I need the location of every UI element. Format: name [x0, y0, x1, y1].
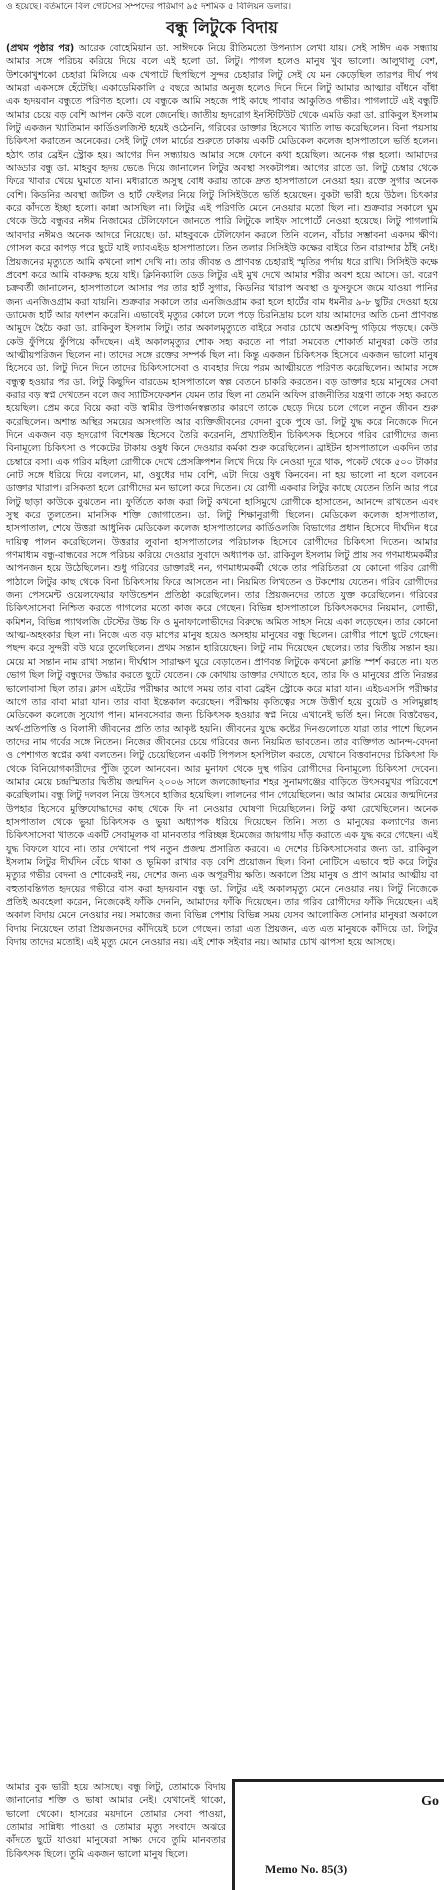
government-notice-box — [232, 1779, 444, 1890]
article-headline: বন্ধু লিটুকে বিদায় — [166, 18, 278, 37]
notice-heading-fragment: Go — [421, 1794, 439, 1809]
article-closing: আমার বুক ভারী হয়ে আসছে। বন্ধু লিটু, তোমাকে বিদায় জানানোর শক্তি ও ভাষা আমার নেই। যেখানেই থাকো, ভালো থেকো। হাসরের ময়দানে তোমার সেবা পাওয়া, তোমার সান্নিধ্য পাওয়া ও তোমার মৃত্যু সংবাদে অঝরে কাঁদতে ছুটে যাওয়া মানুষেরা সাক্ষ্য দেবে তুমি মানবতার চিকিৎসক ছিলে। তুমি একজন ভালো মানুষ ছিলে। — [6, 1782, 226, 1860]
article-body — [6, 42, 438, 1777]
continued-label: (প্রথম পৃষ্ঠার পর) — [6, 43, 75, 54]
article-text: আরেক বোহেমিয়ান ডা. সাঈদকে নিয়ে রীতিমতো উপন্যাস লেখা যায়। সেই সাঈদ এক সন্ধ্যায় আমার সঙ্গে পরিচয় করিয়ে দিয়ে বলে এই হলো ডা. লিটু। পাগল হলেও মানুষ খুব ভালো। আলুথালু বেশ, উশকোখুশকো চেহারা মিলিয়ে এক খেপাটে ছিপছিপে সুন্দর চেহারার লিটু সেই যে মন কেড়েছিল তারপর দীর্ঘ পথ আমরা একসঙ্গে হেঁটেছি। একাডেমিকালি ৫ বছরে আমার অনুজ হলেও দিনে দিনে লিটু আমার আত্মার বাঁধনে বাঁধা এক হৃদয়বান বন্ধুতে পরিণত হলো। যে বন্ধুকে আমি সহজে পাই কাছে পাবার আকুতিও গভীর। পাগলাটে এই বন্ধুটি আমার চেয়ে বড় বেশি আপন কেউ বলে জেনেছি। জাতীয় হৃদরোগ ইনস্টিটিউট থেকে এমডি করা ডা. রাকিবুল ইসলাম লিটু একজন খ্যাতিমান কার্ডিওলজিস্ট হয়েই ওঠেননি, গরিবের ডাক্তার হিসেবে খ্যাতি লাভ করেছিলেন। বিনা পয়সায় চিকিৎসা করাতেন অনেকের। সেই লিটু গেল মার্চের শুরুতে ঢাকায় একটি মেডিকেল কলেজ হাসপাতালে ভর্তি হলেন। হঠাৎ তার ব্রেইন স্ট্রোক হয়। আগের দিন সন্ধ্যায়ও আমার সঙ্গে ফোনে কথা হয়েছিল। অনেক গল্প হলো। আমাদের আড্ডার বন্ধু ডা. মাহবুব হৃদয় ভেঙে দিয়ে জানালেন লিটুর অবস্থা সংকটাপন্ন। আগের রাতে ডা. লিটু চেম্বার থেকে ফিরে খাবার খেয়ে ঘুমাতে যান। মধ্যরাতে অসুস্থ বোধ করায় তাকে দ্রুত হাসপাতালে নেওয়া হয়। রক্তে সুগার অনেক বেশি। কিডনির অবস্থা জটিল ও হার্ট ফেইলর নিয়ে লিটু সিসিইউতে ভর্তি হয়েছেন। বুকটা ভারী হয়ে উঠল। চিৎকার করে কাঁদতে ইচ্ছা হলো। কান্না আসছিল না। লিটুর এই পরিণতি মেনে নেওয়ার মতো ছিল না। শুক্রবার সকালে ঘুম থেকে উঠে বন্ধুবর নঈম নিজামের টেলিফোনে জানতে পারি লিটুকে লাইফ সাপোর্টে নেওয়া হয়েছে। লিটু পাগলামি আবদার নঈমও অনেক আদরে নিয়েছে। ডা. মাহবুবকে টেলিফোন করলে তিনি বলেন, বাঁচার সম্ভাবনা একদম ক্ষীণ। গোসল করে কাপড় পরে ছুটে যাই ল্যাবএইড হাসপাতালে। তিন তলার সিসিইউ কক্ষের বাইরে তিন বারান্দার ঠাঁই নেই। প্রিয়জনের মৃত্যুতে আমি কখনো লাশ দেখি না। তার জীবন্ত ও প্রাণবন্ত চেহারাই স্মৃতির পর্দায় ধরে রাখি। সিসিইউ কক্ষে প্রবেশ করে আমি বাকরুদ্ধ হয়ে যাই। ক্লিনিক্যালি ডেড লিটুর এই মুখ দেখে আমার শরীর অবশ হয়ে আসে। ডা. বরেণ চক্রবর্তী জানালেন, হাসপাতালে আসার পর তার হার্ট সুগার, কিডনির খারাপ অবস্থা ও ফুসফুসে জমে যাওয়া পানির জন্য এনজিওগ্রাম করা যায়নি। শুক্রবার সকালে তার এনজিওগ্রাম করা হলে হার্টের বাম ধমনীর ৯-৮ ছুটির দেওয়া হয়ে ড্যামেজ হার্ট আর ফাংশন করেনি। এভাবেই মৃত্যুর কোলে ঢলে পড়ে চিরনিদ্রায় চলে যায় আমাদের অতি চেনা প্রাণবন্ত আমুদে হৈচৈ করা ডা. রাকিবুল ইসলাম লিটু। তার অকালমৃত্যুতে বাইরে সবার চোখে অশ্রুবিন্দু গড়িয়ে পড়ছে। কেউ কেউ ফুঁপিয়ে ফুঁপিয়ে কাঁদছেন। এই অকালমৃত্যুর শোক সহ্য করতে না পারা সমবেত শোকার্ত মানুষরা কেউ তার আত্মীয়পরিজন ছিলেন না। তাদের সঙ্গে রক্তের সম্পর্ক ছিল না। কিন্তু একজন চিকিৎসক হিসেবে একজন ভালো মানুষ হিসেবে ডা. লিটু দিনে দিনে তাদের চিকিৎসাসেবা ও ব্যবহার দিয়ে পরম আত্মীয়তে পরিণত করেছিলেন। আমার সঙ্গে বন্ধুত্ব হওয়ার পর ডা. লিটু কিছুদিন বারডেম হাসপাতালে স্বল্প বেতনে চাকরি করতেন। বড় ডাক্তার হয়ে মানুষের সেবা করার বড় স্বপ্ন দেখতেন বলে জব স্যাটিসফেকশন যেমন তার ছিল না তেমনি অফিস রাজনীতির যন্ত্রণা তাকে সহ্য করতে হয়েছিল। প্রেম করে বিয়ে করা বউ স্বামীর উপার্জনস্বল্পতার কারণে তাকে ছেড়ে দিয়ে চলে গেলে নতুন জীবন শুরু করেছিলেন। অশান্ত অস্থির সময়ের অসংগতি আর ব্যক্তিজীবনের বেদনা বুকে পুষে ডা. লিটু যুদ্ধ করে নিজেকে দিনে দিনে একজন বড় হৃদরোগ বিশেষজ্ঞ হিসেবে তৈরি করেননি, প্রখ্যাতিহীন চিকিৎসক হিসেবে গরিব রোগীদের জন্য বিনামূল্যে চিকিৎসা ও পকেটের টাকায় ওষুধ কিনে দেওয়ার কর্মকা শুরু করেছিলেন। ব্রাইটন হাসপাতালে একদিন তার চেম্বারে বসা। এক গরিব মহিলা রোগীকে দেখে প্রেসক্রিপশন লিখে দিয়ে ফি নেওয়া দূরে থাক, পকেট থেকে ৫০০ টাকার নোট সঙ্গে ধরিয়ে দিয়ে বললেন, মা, ওষুধের দাম বেশি, এটা দিয়ে ওষুধ কিনবেন। না হয় ভালো না হলে বলবেন ডাক্তার খারাপ। রসিকতা হলে রোগীদের মন ভালো করে দিতেন। যে রোগী একবার লিটুর কাছে যেতেন তিনি আর পরে লিটু ছাড়া কাউকে বুঝতেন না। ফুর্তিতে কাজ করা লিটু কখনো হাসিমুখে রোগীকে হাসাতেন, আনন্দে রাখতেন এবং সুস্থ করে তুলতেন। মানসিক শক্তি জোগাতেন। ডা. লিটু শিক্ষানুরাগী ছিলেন। মেডিকেল কলেজ হাসপাতাল, হাসপাতাল, শেষে উত্তরা আধুনিক মেডিকেল কলেজ হাসপাতালের কার্ডিওলজি বিভাগের প্রধান হিসেবে দীর্ঘদিন ধরে দায়িত্ব পালন করেছিলেন। উত্তরার লুবানা হাসপাতালের পরিচালক হিসেবে রোগীদের চিকিৎসা দিতেন। আমার গণমাধ্যম বন্ধু-বান্ধবের সঙ্গে পরিচয় করিয়ে দেওয়ার সুবাদে অধ্যাপক ডা. রাকিবুল ইসলাম লিটু প্রায় সব গণমাধ্যমকর্মীর আপনজন হয়ে উঠেছিলেন। শুধু গরিবের ডাক্তারই নন, গণমাধ্যমকর্মী থেকে তার পরিচিতরা যে কোনো গরিব রোগী পাঠালে লিটুর কাছ থেকে বিনা চিকিৎসায় ফিরে আসতেন না। নিয়মিত লিখতেন ও টকশোয় যেতেন। গরিব রোগীদের জন্য পেসমেন্ট ওয়েলফেয়ার ফাউন্ডেশন প্রতিষ্ঠা করেছিলেন। তার প্রিয়জনদের তাতে যুক্ত করেছিলেন। গরিবের চিকিৎসাসেবা নিশ্চিত করতে গাগলের মতো কাজ করে গেছেন। বিভিন্ন হাসপাতালে চিকিৎসকদের নিয়মান, লোভী, কমিশন, বিভিন্ন প্যাথলজি টেস্টের উচ্চ ফি ও মুনাফালোভীদের বিরুদ্ধে অমিত সাহস নিয়ে একা লড়েছেন। তার কোনো আত্ম-অহংকার ছিল না। নিজে এত বড় মাপের মানুষ হয়েও অসহায় মানুষের বন্ধু ছিলেন। রোগীর পাশে ছুটে গেছেন। পছন্দ করে সুন্দরী বউ ঘরে তুলেছিলেন। প্রথম সন্তান হারিয়েছেন। লিটু নাম দিয়েছেন ছেলের। তার দ্বিতীয় সন্তান হয়। মেয়ে মা সন্তান নাম রাখা সন্তান। দীর্ঘশ্বাস সারাক্ষণ ঘুরে বেড়াতেন। প্রাণবন্ত লিটুকে কখনো ক্লান্তি স্পর্শ করতে না। যত ভোগ ছিল লিটু বন্ধুদের উদ্ধার করতে ছুটে যেতেন। কে কোথায় ডাক্তার দেখাতে হবে, তার ফি ও মানুষের প্রতি নিরন্তর ভালোবাসা ছিল তার। ক্লাস এইটের পরীক্ষার আগে সময় তার বাবা ব্রেইন স্ট্রোকে করে মারা যান। এইচএসসি পরীক্ষার আগে তার বাবা মারা যান। তার বাবা ইন্তেকাল করেছেন। পরীক্ষায় কৃতিত্বের সঙ্গে উত্তীর্ণ হয়ে বুয়েট ও সলিমুল্লাহ মেডিকেল কলেজে সুযোগ পান। মানবসেবার জন্য চিকিৎসক হওয়ার স্বপ্ন নিয়ে এখানেই ভর্তি হন। নিজে বিত্তবৈভব, অর্থ-প্রতিপত্তি ও বিলাসী জীবনের প্রতি তার আকৃষ্ট হয়নি। জীবনের যুদ্ধে কষ্টের দিনগুলোতে যারা তার পাশে ছিলেন তাদের নাম গর্বের সঙ্গে নিতেন। নিজের জীবনের চেয়ে গরিবের জন্য নিয়মিত ভাবতেন। তার ব্যক্তিগত আনন্দ-বেদনা ও পেশাগত স্বপ্নের কথা বলতেন। লিটু চেয়েছিলেন একটি পিপলস হসপিটাল করতে, যেখানে বিত্তবানদের চিকিৎসা ফি থেকে বিনিয়োগকারীদের পুঁজি তুলে আনবেন। আর মুনাফা থেকে দুস্থ গরিব রোগীদের বিনামূল্যে চিকিৎসা দেবেন। আমার মেয়ে চন্দ্রস্মিতার দ্বিতীয় জন্মদিন ২০০৬ সালে জলজোছনার শহর সুনামগঞ্জের বাড়িতে উৎসবমুখর পরিবেশে করেছিলাম। বন্ধু লিটু দলবল নিয়ে উৎসবে হাজির হয়েছিল। লালনের গান গেয়েছিলেন। আর আমার মেয়ের জন্মদিনের উপহার হিসেবে মুক্তিযোদ্ধাদের কাছ থেকে ফি না নেওয়ার ঘোষণা দিয়েছিলেন। লিটু কথা রেখেছিলেন। অনেক হাসপাতাল থেকে ভুয়া চিকিৎসক ও ভুয়া অধ্যাপক ধরিয়ে দিয়েছেন তিনি। সত্য ও মানুষের কল্যাণের জন্য চিকিৎসাসেবা খাতকে একটি সেবামূলক বা মানবতার পরিচ্ছন্ন ইমেজের জায়গায় দাঁড় করাতে এক যুদ্ধ করে গেছেন। এই যুদ্ধ বিফলে যাবে না। তার দেখানো পথ নতুন প্রজন্ম প্রসারিত করবে। এ দেশের চিকিৎসাসেবার জন্য ডা. রাকিবুল ইসলাম লিটুর দীর্ঘদিন বেঁচে থাকা ও ভূমিকা রাখার বড় বেশি প্রয়োজন ছিল। বিনা নোটিসে এভাবে হুট করে লিটুর মৃত্যুর গভীর বেদনা ও শোকেরই নয়, দেশের জন্য এক অপূরণীয় ক্ষতি। অকালে প্রিয় মানুষ ও প্রাণ আমার আত্মীয় বা বহুতাবন্তিগত হৃদয়ের গভীরে বাস করা হৃদয়বান বন্ধু ডা. লিটুর এই অকালমৃত্যু মেনে নেওয়ার নয়। লিটু নিজেকে প্রতিই অবহেলা করেন, নিজেকেই ফাঁকি দেননি, আমাদের ফাঁকি দিয়েছেন। তার গরিব রোগীদের ফাঁকি দিয়েছেন। এই অকাল বিদায় মেনে নেওয়ার নয়। সমাজের জন্য বিভিন্ন পেশায় বিভিন্ন সময় যেসব আলোকিত সোনার মানুষরা অকালে বিদায় নিয়েছেন তারা প্রিয়জনদের কাঁদিয়েই চলে গেছেন। তারা এত প্রিয়জন, এত এত মানুষকে কাঁদিয়ে ডা. লিটুর বিদায় তাদের মতোই। এই মৃত্যু মেনে নেওয়ার নয়। এই শোক সইবার নয়। আমার চোখ ঝাপসা হয়ে আসছে। — [6, 43, 438, 949]
previous-article-tail: ও হয়েছে। বর্তমানে বিল গেটসের সম্পদের পরিমাণ ৯৫ দশমিক ৫ বিলিয়ন ডলার। — [6, 2, 292, 12]
memo-number: Memo No. 85(3) — [265, 1862, 348, 1876]
